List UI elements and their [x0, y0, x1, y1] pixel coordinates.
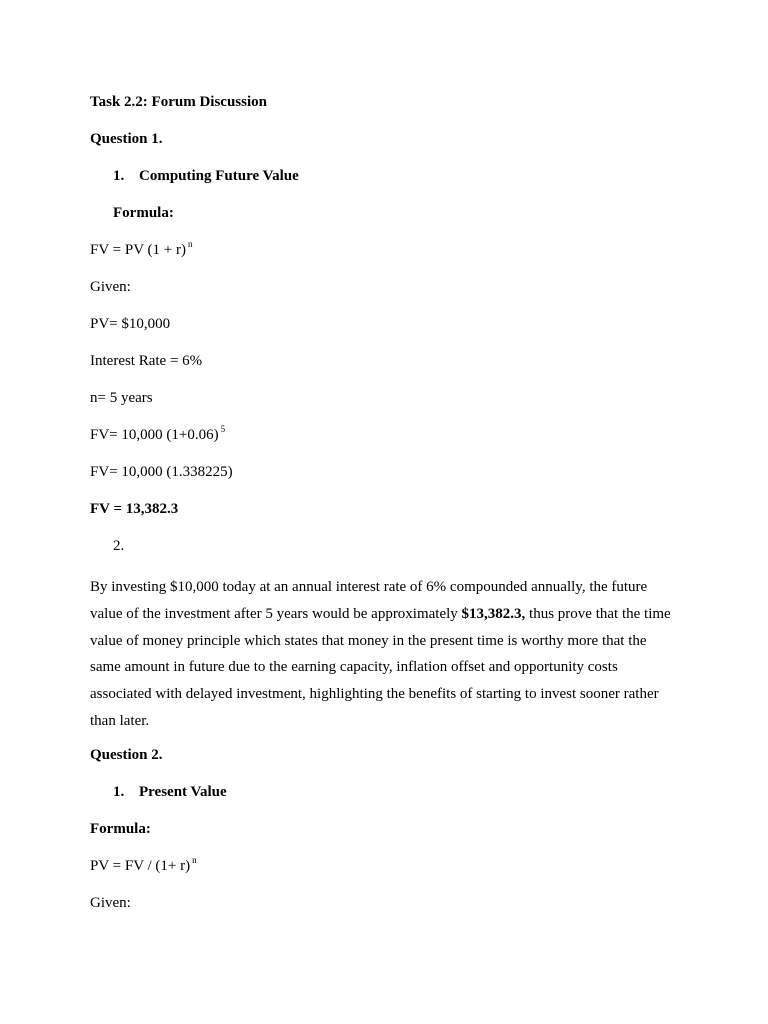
q1-item-1-title: Computing Future Value — [139, 168, 299, 184]
q1-item-1-number: 1. — [113, 168, 125, 184]
q1-item-1-heading — [113, 166, 299, 186]
q1-calculation-1-text: FV= 10,000 (1+0.06) — [90, 427, 219, 443]
q1-formula — [90, 240, 192, 261]
q2-formula-label: Formula: — [90, 821, 151, 837]
q1-item-2-number: 2. — [113, 538, 125, 554]
question-1-heading: Question 1. — [90, 131, 163, 147]
q2-item-1-title: Present Value — [139, 784, 227, 800]
q1-paragraph-part-a: By investing $10,000 today at an annual interest rate of 6% compounded annually, the future value of the investment after 5 years would be approximately — [90, 579, 648, 622]
q2-formula-text: PV = FV / (1+ r) — [90, 858, 191, 874]
q2-item-1-number: 1. — [113, 784, 125, 800]
q1-formula-text: FV = PV (1 + r) — [90, 242, 186, 258]
q1-explanation-paragraph — [90, 574, 680, 735]
q1-calculation-2: FV= 10,000 (1.338225) — [90, 464, 233, 480]
q2-given-label: Given: — [90, 895, 131, 911]
q1-given-label: Given: — [90, 279, 131, 295]
q1-paragraph-part-b: thus prove that the time value of money principle which states that money in the present time is worthy more that the same amount in future due to the earning capacity, inflation offset and opportunity costs associated with delayed investment, highlighting the benefits of starting to invest sooner rather than later. — [90, 605, 671, 729]
q1-formula-exponent: n — [187, 239, 193, 249]
q2-item-1-heading — [113, 782, 227, 802]
document-title: Task 2.2: Forum Discussion — [90, 94, 267, 110]
q1-paragraph-bold-amount: $13,382.3, — [461, 605, 526, 622]
q1-calculation-1-exponent: 5 — [220, 424, 226, 434]
q1-pv-value: PV= $10,000 — [90, 316, 171, 332]
q1-calculation-1 — [90, 425, 225, 446]
q1-result: FV = 13,382.3 — [90, 501, 179, 517]
q1-interest-rate: Interest Rate = 6% — [90, 353, 203, 369]
question-2-heading: Question 2. — [90, 747, 163, 763]
q2-formula — [90, 856, 197, 877]
q1-formula-label: Formula: — [113, 205, 174, 221]
q1-years: n= 5 years — [90, 390, 153, 406]
q2-formula-exponent: n — [192, 855, 197, 865]
